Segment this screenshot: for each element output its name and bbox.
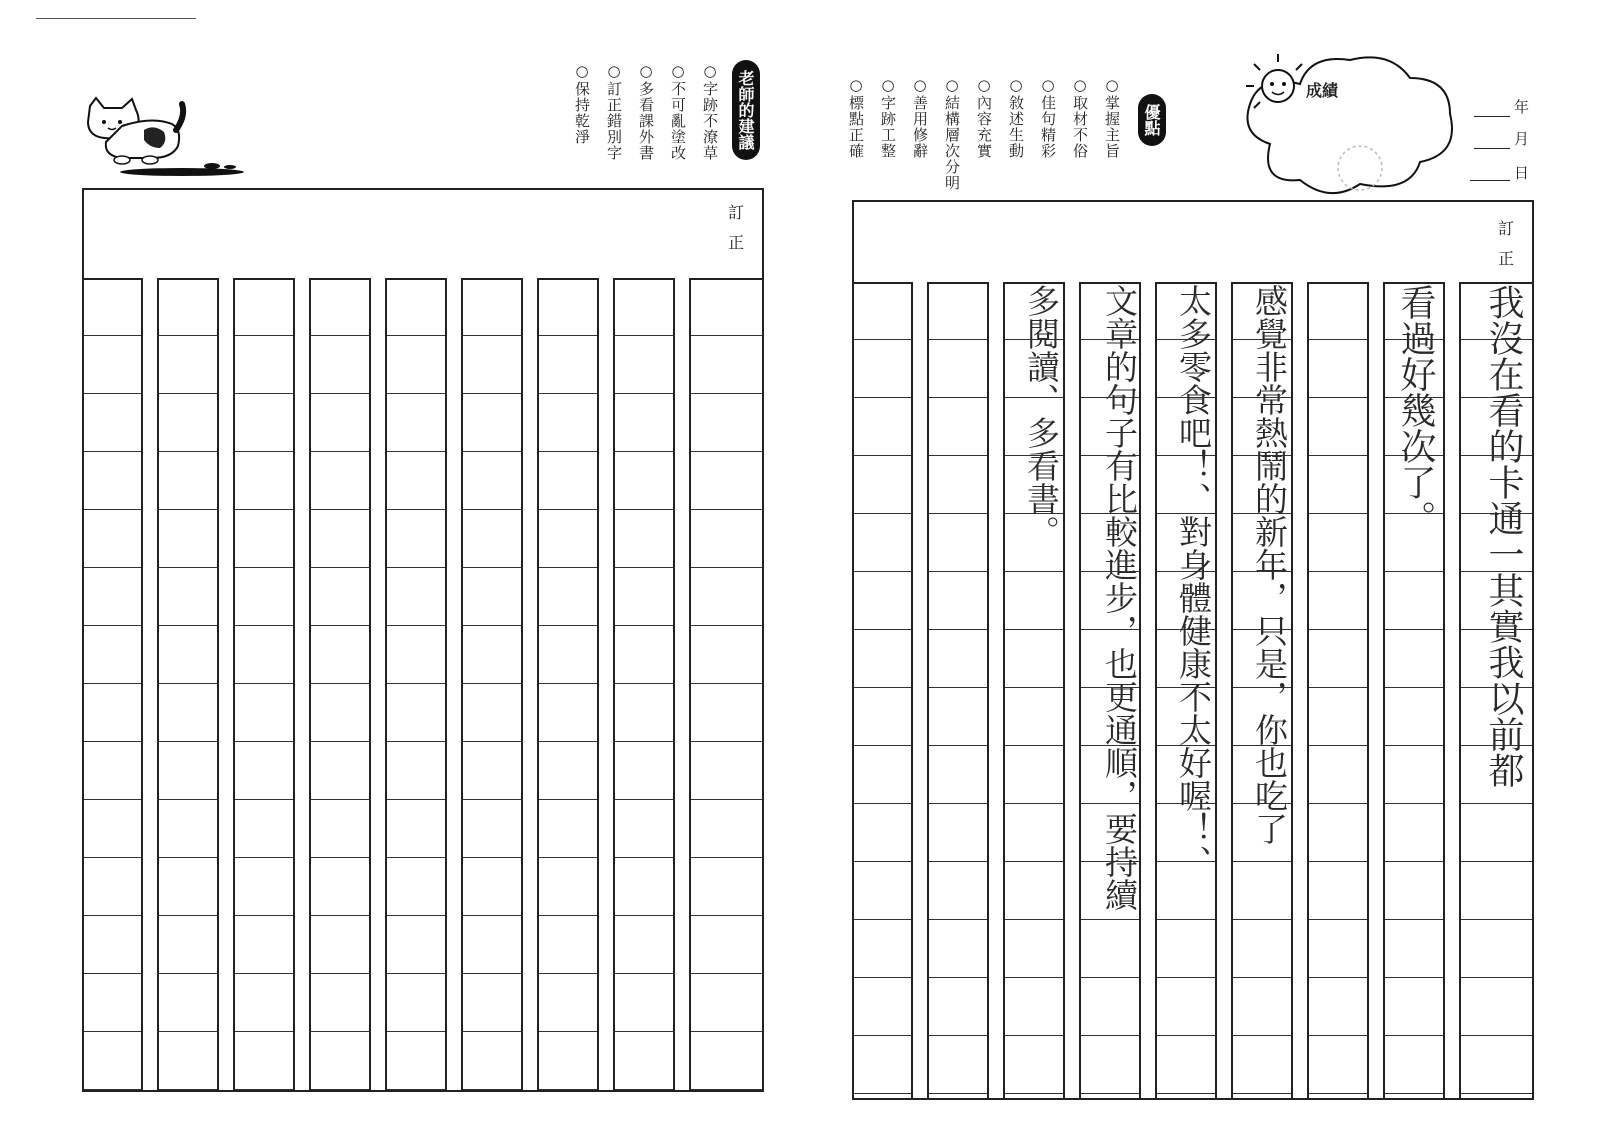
day-label: 日 [1514,164,1530,182]
handwritten-column-5: 太多零食吧！、對身體健康不太好喔！、 [1174,284,1213,878]
suggestion-item: ○訂正錯別字 [605,62,623,161]
top-rule [36,18,196,19]
handwritten-column-6: 文章的句子有比較進步，也更通順，要持續 [1100,284,1139,911]
grade-cloud-icon [1240,44,1460,204]
teacher-suggestions [570,60,770,190]
month-label: 月 [1514,130,1530,148]
left-correction-row [84,190,762,280]
strength-item: ○內容充實 [975,76,993,159]
right-correction-row [854,202,1532,284]
strength-item: ○標點正確 [847,76,865,159]
suggestion-item: ○字跡不潦草 [701,62,719,161]
strength-item: ○結構層次分明 [943,76,961,191]
strength-item: ○取材不俗 [1071,76,1089,159]
year-label: 年 [1514,98,1530,116]
strengths-panel [846,74,1166,204]
handwritten-column-1: 我沒在看的卡通一其實我以前都 [1483,284,1524,788]
correction-label: 訂 [728,203,745,222]
strength-item: ○善用修辭 [911,76,929,159]
strength-item: ○字跡工整 [879,76,897,159]
correction-label: 訂 [1498,219,1515,238]
date-fields [1470,96,1532,186]
handwritten-column-4: 感覺非常熱鬧的新年，只是，你也吃了 [1250,284,1289,845]
strength-item: ○敘述生動 [1007,76,1025,159]
handwritten-column-7: 多閱讀、多看書。 [1022,284,1061,548]
day-line[interactable] [1470,180,1510,181]
handwritten-column-3 [1310,284,1368,1098]
right-writing-grid [852,200,1534,1100]
strengths-title: 優點 [1138,94,1166,146]
left-grid-lines [84,278,762,1090]
handwritten-column-2: 看過好幾次了。 [1395,284,1436,536]
suggestion-item: ○多看課外書 [637,62,655,161]
strength-item: ○掌握主旨 [1103,76,1121,159]
correction-label: 正 [728,233,745,252]
grade-label: 成績 [1306,81,1339,100]
strength-item: ○佳句精彩 [1039,76,1057,159]
left-writing-grid [82,188,764,1092]
suggestions-title: 老師的建議 [732,60,760,160]
year-line[interactable] [1474,116,1510,117]
suggestion-item: ○保持乾淨 [573,62,591,145]
correction-label: 正 [1498,249,1515,268]
suggestion-item: ○不可亂塗改 [669,62,687,161]
month-line[interactable] [1474,148,1510,149]
cat-icon [82,96,292,178]
